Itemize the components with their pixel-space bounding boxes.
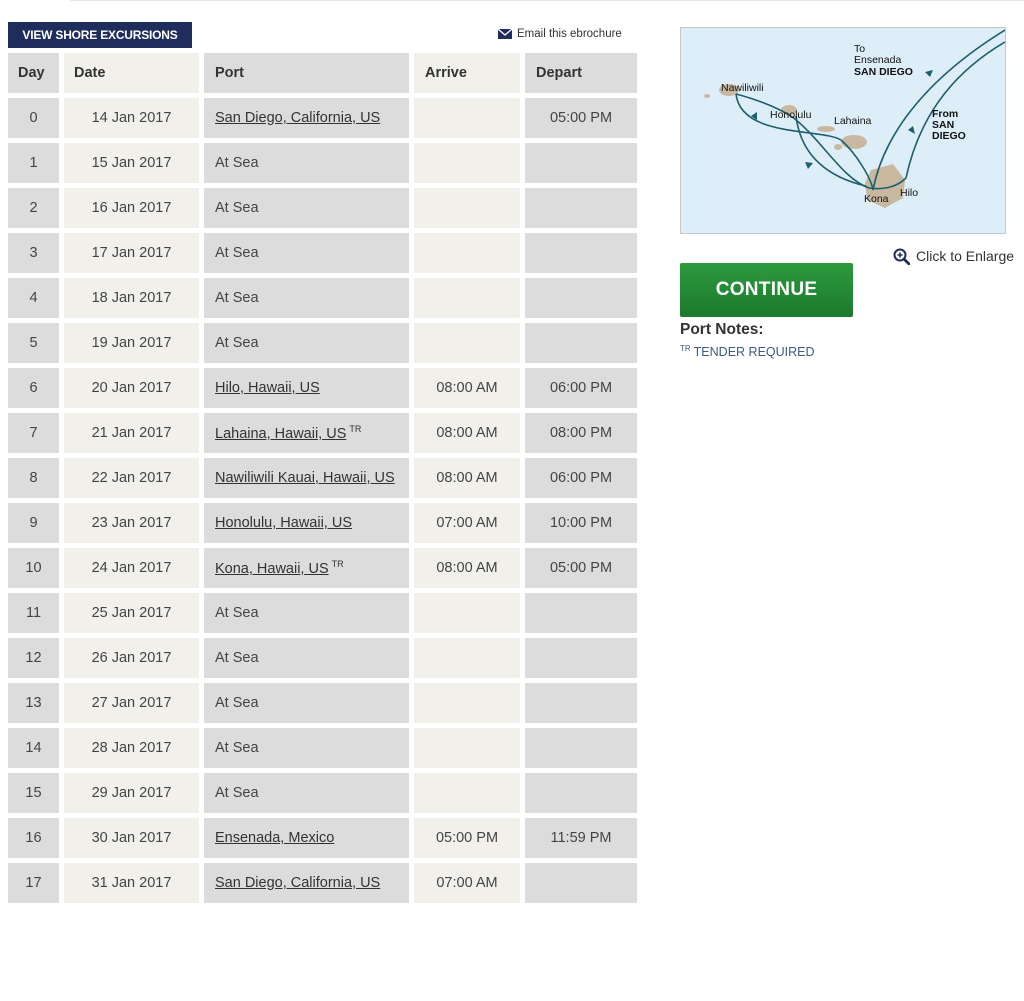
port-text: At Sea	[215, 605, 259, 621]
day-cell: 17	[8, 863, 64, 908]
port-link[interactable]: San Diego, California, US	[215, 110, 381, 126]
port-notes-title: Port Notes:	[680, 321, 764, 338]
date-cell: 23 Jan 2017	[64, 503, 204, 548]
port-cell	[204, 593, 414, 638]
port-cell	[204, 98, 414, 143]
port-cell	[204, 503, 414, 548]
itinerary-body	[8, 98, 637, 908]
arrive-cell: 08:00 AM	[414, 458, 525, 503]
day-cell: 13	[8, 683, 64, 728]
date-cell: 20 Jan 2017	[64, 368, 204, 413]
date-cell: 19 Jan 2017	[64, 323, 204, 368]
port-cell	[204, 863, 414, 908]
port-text: At Sea	[215, 290, 259, 306]
date-cell: 15 Jan 2017	[64, 143, 204, 188]
day-cell: 12	[8, 638, 64, 683]
column-header-depart: Depart	[525, 53, 637, 98]
day-cell: 15	[8, 773, 64, 818]
day-cell: 1	[8, 143, 64, 188]
port-text: At Sea	[215, 245, 259, 261]
port-text: At Sea	[215, 695, 259, 711]
map-label-from-san: SAN	[932, 119, 955, 131]
table-row	[8, 368, 637, 413]
table-row	[8, 323, 637, 368]
table-header-row	[8, 53, 637, 98]
arrive-cell: 08:00 AM	[414, 368, 525, 413]
table-row	[8, 143, 637, 188]
tender-note-text: TENDER REQUIRED	[693, 345, 815, 360]
arrive-cell	[414, 593, 525, 638]
tender-required-marker: TR	[331, 559, 344, 570]
port-cell	[204, 728, 414, 773]
tender-required-marker: TR	[349, 424, 362, 435]
click-to-enlarge-label: Click to Enlarge	[916, 248, 1015, 264]
arrive-cell	[414, 143, 525, 188]
map-label-to-san-diego: SAN DIEGO	[854, 66, 913, 78]
day-cell: 6	[8, 368, 64, 413]
map-label-lahaina: Lahaina	[834, 115, 872, 127]
route-map-graphic	[681, 28, 1005, 233]
arrive-cell: 08:00 AM	[414, 548, 525, 593]
depart-cell	[525, 323, 637, 368]
column-header-port: Port	[204, 53, 414, 98]
day-cell: 3	[8, 233, 64, 278]
day-cell: 5	[8, 323, 64, 368]
map-label-to: To	[854, 43, 866, 55]
column-header-date: Date	[64, 53, 204, 98]
port-cell	[204, 773, 414, 818]
arrive-cell	[414, 728, 525, 773]
day-cell: 7	[8, 413, 64, 458]
arrive-cell	[414, 683, 525, 728]
day-cell: 14	[8, 728, 64, 773]
depart-cell	[525, 683, 637, 728]
depart-cell: 06:00 PM	[525, 458, 637, 503]
table-row	[8, 278, 637, 323]
date-cell: 21 Jan 2017	[64, 413, 204, 458]
depart-cell: 06:00 PM	[525, 368, 637, 413]
depart-cell	[525, 278, 637, 323]
depart-cell	[525, 638, 637, 683]
depart-cell	[525, 593, 637, 638]
day-cell: 9	[8, 503, 64, 548]
map-label-nawiliwili: Nawiliwili	[721, 82, 764, 94]
map-label-hilo: Hilo	[900, 187, 919, 199]
table-row	[8, 593, 637, 638]
date-cell: 22 Jan 2017	[64, 458, 204, 503]
port-link[interactable]: San Diego, California, US	[215, 875, 381, 891]
email-ebrochure-link[interactable]	[498, 26, 622, 42]
depart-cell: 05:00 PM	[525, 98, 637, 143]
port-cell	[204, 818, 414, 863]
envelope-icon	[498, 29, 512, 39]
port-text: At Sea	[215, 740, 259, 756]
day-cell: 8	[8, 458, 64, 503]
arrive-cell: 05:00 PM	[414, 818, 525, 863]
tender-note-marker: TR	[680, 344, 691, 353]
route-map[interactable]	[680, 27, 1006, 234]
arrive-cell: 07:00 AM	[414, 503, 525, 548]
depart-cell	[525, 233, 637, 278]
column-header-day: Day	[8, 53, 64, 98]
arrive-cell: 07:00 AM	[414, 863, 525, 908]
date-cell: 17 Jan 2017	[64, 233, 204, 278]
date-cell: 24 Jan 2017	[64, 548, 204, 593]
port-cell	[204, 278, 414, 323]
date-cell: 26 Jan 2017	[64, 638, 204, 683]
table-row	[8, 638, 637, 683]
depart-cell	[525, 863, 637, 908]
view-shore-excursions-button[interactable]: VIEW SHORE EXCURSIONS	[8, 22, 192, 48]
arrive-cell: 08:00 AM	[414, 413, 525, 458]
port-link[interactable]: Kona, Hawaii, US	[215, 560, 329, 577]
day-cell: 0	[8, 98, 64, 143]
port-cell	[204, 548, 414, 593]
port-text: At Sea	[215, 155, 259, 171]
port-cell	[204, 143, 414, 188]
day-cell: 4	[8, 278, 64, 323]
table-row	[8, 863, 637, 908]
magnifier-plus-icon	[893, 248, 910, 265]
depart-cell: 10:00 PM	[525, 503, 637, 548]
date-cell: 27 Jan 2017	[64, 683, 204, 728]
depart-cell: 05:00 PM	[525, 548, 637, 593]
port-cell	[204, 638, 414, 683]
day-cell: 16	[8, 818, 64, 863]
continue-button[interactable]: CONTINUE	[680, 263, 853, 317]
map-label-from-diego: DIEGO	[932, 130, 966, 142]
arrive-cell	[414, 233, 525, 278]
map-label-honolulu: Honolulu	[770, 109, 812, 121]
table-row	[8, 773, 637, 818]
arrive-cell	[414, 278, 525, 323]
map-island-maui	[841, 135, 867, 149]
arrive-cell	[414, 323, 525, 368]
date-cell: 28 Jan 2017	[64, 728, 204, 773]
date-cell: 14 Jan 2017	[64, 98, 204, 143]
depart-cell	[525, 188, 637, 233]
arrive-cell	[414, 98, 525, 143]
date-cell: 30 Jan 2017	[64, 818, 204, 863]
day-cell: 10	[8, 548, 64, 593]
day-cell: 2	[8, 188, 64, 233]
date-cell: 31 Jan 2017	[64, 863, 204, 908]
port-cell	[204, 683, 414, 728]
port-text: At Sea	[215, 650, 259, 666]
depart-cell	[525, 728, 637, 773]
table-row	[8, 458, 637, 503]
tender-required-note	[680, 344, 815, 359]
table-row	[8, 188, 637, 233]
port-cell	[204, 188, 414, 233]
itinerary-table	[8, 53, 637, 908]
port-link[interactable]: Ensenada, Mexico	[215, 830, 335, 846]
arrive-cell	[414, 638, 525, 683]
port-text: At Sea	[215, 335, 259, 351]
table-row	[8, 98, 637, 143]
date-cell: 16 Jan 2017	[64, 188, 204, 233]
depart-cell	[525, 773, 637, 818]
port-link[interactable]: Hilo, Hawaii, US	[215, 380, 320, 396]
table-row	[8, 818, 637, 863]
port-text: At Sea	[215, 200, 259, 216]
port-link[interactable]: Nawiliwili Kauai, Hawaii, US	[215, 470, 395, 486]
map-label-from: From	[932, 108, 959, 120]
arrive-cell	[414, 188, 525, 233]
port-cell	[204, 323, 414, 368]
map-island-molokai	[817, 126, 835, 132]
port-cell	[204, 233, 414, 278]
column-header-arrive: Arrive	[414, 53, 525, 98]
map-island-niihau	[704, 94, 710, 98]
map-label-kona: Kona	[864, 193, 889, 205]
table-row	[8, 683, 637, 728]
table-row	[8, 728, 637, 773]
date-cell: 25 Jan 2017	[64, 593, 204, 638]
table-row	[8, 233, 637, 278]
depart-cell	[525, 143, 637, 188]
table-row	[8, 413, 637, 458]
map-island-lanai	[834, 144, 842, 150]
table-row	[8, 503, 637, 548]
day-cell: 11	[8, 593, 64, 638]
email-ebrochure-label: Email this ebrochure	[517, 28, 622, 40]
port-cell	[204, 413, 414, 458]
map-label-ensenada: Ensenada	[854, 54, 902, 66]
depart-cell: 11:59 PM	[525, 818, 637, 863]
port-link[interactable]: Lahaina, Hawaii, US	[215, 425, 347, 442]
depart-cell: 08:00 PM	[525, 413, 637, 458]
port-cell	[204, 368, 414, 413]
port-cell	[204, 458, 414, 503]
date-cell: 29 Jan 2017	[64, 773, 204, 818]
port-text: At Sea	[215, 785, 259, 801]
arrive-cell	[414, 773, 525, 818]
date-cell: 18 Jan 2017	[64, 278, 204, 323]
port-link[interactable]: Honolulu, Hawaii, US	[215, 515, 353, 531]
click-to-enlarge-link[interactable]	[893, 247, 1014, 265]
top-divider	[70, 0, 1024, 1]
table-row	[8, 548, 637, 593]
